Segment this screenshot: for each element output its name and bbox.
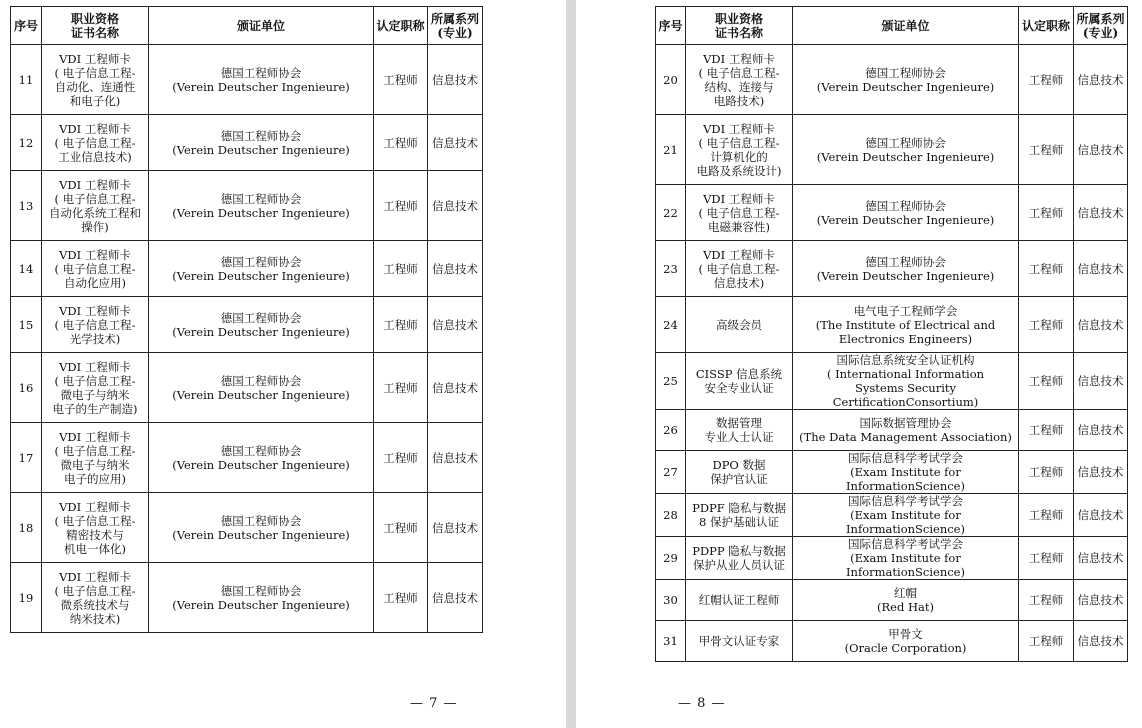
table-row — [11, 45, 483, 115]
table-row — [11, 297, 483, 353]
issuer-cell: 甲骨文 (Oracle Corporation) — [793, 621, 1019, 662]
issuer-cell: 德国工程师协会 (Verein Deutscher Ingenieure) — [149, 45, 374, 115]
row-number: 12 — [11, 115, 42, 171]
cert-name-cell: VDI 工程师卡 ( 电子信息工程- 自动化应用) — [42, 241, 149, 297]
table-row — [656, 621, 1128, 662]
row-number: 16 — [11, 353, 42, 423]
cert-name-cell: 甲骨文认证专家 — [686, 621, 793, 662]
row-number: 21 — [656, 115, 686, 185]
table-row — [656, 45, 1128, 115]
dept-cell: 信息技术 — [1074, 494, 1128, 537]
row-number: 28 — [656, 494, 686, 537]
table-row — [11, 171, 483, 241]
table-row — [11, 353, 483, 423]
title-cell: 工程师 — [1019, 45, 1074, 115]
header-seq: 序号 — [656, 7, 686, 45]
row-number: 13 — [11, 171, 42, 241]
dept-cell: 信息技术 — [1074, 45, 1128, 115]
table-row — [656, 451, 1128, 494]
dept-cell: 信息技术 — [1074, 537, 1128, 580]
title-cell: 工程师 — [1019, 410, 1074, 451]
dept-cell: 信息技术 — [1074, 353, 1128, 410]
header-title: 认定职称 — [374, 7, 428, 45]
issuer-cell: 德国工程师协会 (Verein Deutscher Ingenieure) — [149, 353, 374, 423]
table-row — [11, 115, 483, 171]
issuer-cell: 国际信息系统安全认证机构 ( International Information Systems Security CertificationConsortium) — [793, 353, 1019, 410]
title-cell: 工程师 — [1019, 537, 1074, 580]
dept-cell: 信息技术 — [428, 493, 483, 563]
dept-cell: 信息技术 — [1074, 621, 1128, 662]
row-number: 15 — [11, 297, 42, 353]
cert-name-cell: CISSP 信息系统 安全专业认证 — [686, 353, 793, 410]
page-gutter — [566, 0, 576, 728]
dept-cell: 信息技术 — [1074, 410, 1128, 451]
table-header-row — [656, 7, 1128, 45]
certificate-table-left — [10, 6, 483, 633]
page-number: — 8 — — [678, 696, 726, 711]
title-cell: 工程师 — [1019, 494, 1074, 537]
dept-cell: 信息技术 — [428, 241, 483, 297]
row-number: 20 — [656, 45, 686, 115]
table-row — [656, 580, 1128, 621]
dept-cell: 信息技术 — [428, 297, 483, 353]
cert-name-cell: VDI 工程师卡 ( 电子信息工程- 信息技术) — [686, 241, 793, 297]
title-cell: 工程师 — [374, 115, 428, 171]
cert-name-cell: VDI 工程师卡 ( 电子信息工程- 自动化、连通性 和电子化) — [42, 45, 149, 115]
row-number: 29 — [656, 537, 686, 580]
dept-cell: 信息技术 — [428, 171, 483, 241]
left-page — [0, 0, 566, 728]
issuer-cell: 德国工程师协会 (Verein Deutscher Ingenieure) — [149, 297, 374, 353]
header-cert-name: 职业资格 证书名称 — [686, 7, 793, 45]
title-cell: 工程师 — [1019, 353, 1074, 410]
table-row — [656, 185, 1128, 241]
row-number: 18 — [11, 493, 42, 563]
cert-name-cell: VDI 工程师卡 ( 电子信息工程- 电磁兼容性) — [686, 185, 793, 241]
title-cell: 工程师 — [1019, 580, 1074, 621]
issuer-cell: 红帽 (Red Hat) — [793, 580, 1019, 621]
issuer-cell: 德国工程师协会 (Verein Deutscher Ingenieure) — [149, 563, 374, 633]
table-row — [656, 241, 1128, 297]
row-number: 31 — [656, 621, 686, 662]
header-issuer: 颁证单位 — [149, 7, 374, 45]
table-row — [656, 353, 1128, 410]
title-cell: 工程师 — [1019, 621, 1074, 662]
title-cell: 工程师 — [374, 563, 428, 633]
row-number: 19 — [11, 563, 42, 633]
certificate-table-right — [655, 6, 1128, 662]
dept-cell: 信息技术 — [428, 563, 483, 633]
cert-name-cell: VDI 工程师卡 ( 电子信息工程- 结构、连接与 电路技术) — [686, 45, 793, 115]
dept-cell: 信息技术 — [428, 45, 483, 115]
table-row — [11, 563, 483, 633]
cert-name-cell: 数据管理 专业人士认证 — [686, 410, 793, 451]
issuer-cell: 德国工程师协会 (Verein Deutscher Ingenieure) — [149, 493, 374, 563]
cert-name-cell: VDI 工程师卡 ( 电子信息工程- 精密技术与 机电一体化) — [42, 493, 149, 563]
row-number: 30 — [656, 580, 686, 621]
table-row — [11, 423, 483, 493]
cert-name-cell: VDI 工程师卡 ( 电子信息工程- 微系统技术与 纳米技术) — [42, 563, 149, 633]
issuer-cell: 德国工程师协会 (Verein Deutscher Ingenieure) — [149, 423, 374, 493]
issuer-cell: 电气电子工程师学会 (The Institute of Electrical and Electronics Engineers) — [793, 297, 1019, 353]
row-number: 25 — [656, 353, 686, 410]
title-cell: 工程师 — [374, 45, 428, 115]
cert-name-cell: VDI 工程师卡 ( 电子信息工程- 微电子与纳米 电子的应用) — [42, 423, 149, 493]
dept-cell: 信息技术 — [1074, 115, 1128, 185]
table-row — [11, 241, 483, 297]
row-number: 26 — [656, 410, 686, 451]
header-title: 认定职称 — [1019, 7, 1074, 45]
row-number: 23 — [656, 241, 686, 297]
table-row — [656, 537, 1128, 580]
dept-cell: 信息技术 — [1074, 297, 1128, 353]
issuer-cell: 德国工程师协会 (Verein Deutscher Ingenieure) — [149, 171, 374, 241]
title-cell: 工程师 — [1019, 297, 1074, 353]
title-cell: 工程师 — [374, 241, 428, 297]
header-issuer: 颁证单位 — [793, 7, 1019, 45]
table-row — [656, 494, 1128, 537]
title-cell: 工程师 — [374, 297, 428, 353]
cert-name-cell: 高级会员 — [686, 297, 793, 353]
header-dept: 所属系列 (专业) — [1074, 7, 1128, 45]
table-row — [656, 115, 1128, 185]
table-row — [656, 410, 1128, 451]
cert-name-cell: 红帽认证工程师 — [686, 580, 793, 621]
dept-cell: 信息技术 — [1074, 580, 1128, 621]
issuer-cell: 德国工程师协会 (Verein Deutscher Ingenieure) — [793, 241, 1019, 297]
cert-name-cell: PDPP 隐私与数据 保护从业人员认证 — [686, 537, 793, 580]
dept-cell: 信息技术 — [1074, 185, 1128, 241]
cert-name-cell: VDI 工程师卡 ( 电子信息工程- 计算机化的 电路及系统设计) — [686, 115, 793, 185]
title-cell: 工程师 — [374, 493, 428, 563]
cert-name-cell: PDPF 隐私与数据 8 保护基础认证 — [686, 494, 793, 537]
issuer-cell: 德国工程师协会 (Verein Deutscher Ingenieure) — [149, 241, 374, 297]
cert-name-cell: VDI 工程师卡 ( 电子信息工程- 自动化系统工程和 操作) — [42, 171, 149, 241]
dept-cell: 信息技术 — [1074, 451, 1128, 494]
issuer-cell: 德国工程师协会 (Verein Deutscher Ingenieure) — [793, 185, 1019, 241]
header-cert-name: 职业资格 证书名称 — [42, 7, 149, 45]
cert-name-cell: VDI 工程师卡 ( 电子信息工程- 工业信息技术) — [42, 115, 149, 171]
issuer-cell: 德国工程师协会 (Verein Deutscher Ingenieure) — [793, 115, 1019, 185]
issuer-cell: 国际信息科学考试学会 (Exam Institute for InformationScience) — [793, 537, 1019, 580]
dept-cell: 信息技术 — [428, 115, 483, 171]
table-header-row — [11, 7, 483, 45]
table-row — [656, 297, 1128, 353]
header-seq: 序号 — [11, 7, 42, 45]
row-number: 27 — [656, 451, 686, 494]
title-cell: 工程师 — [374, 171, 428, 241]
issuer-cell: 国际信息科学考试学会 (Exam Institute for InformationScience) — [793, 494, 1019, 537]
header-dept: 所属系列 (专业) — [428, 7, 483, 45]
page-number: — 7 — — [410, 696, 458, 711]
title-cell: 工程师 — [1019, 115, 1074, 185]
title-cell: 工程师 — [1019, 241, 1074, 297]
row-number: 14 — [11, 241, 42, 297]
issuer-cell: 国际数据管理协会 (The Data Management Association) — [793, 410, 1019, 451]
row-number: 11 — [11, 45, 42, 115]
row-number: 24 — [656, 297, 686, 353]
cert-name-cell: VDI 工程师卡 ( 电子信息工程- 微电子与纳米 电子的生产制造) — [42, 353, 149, 423]
dept-cell: 信息技术 — [1074, 241, 1128, 297]
issuer-cell: 国际信息科学考试学会 (Exam Institute for InformationScience) — [793, 451, 1019, 494]
title-cell: 工程师 — [374, 353, 428, 423]
title-cell: 工程师 — [1019, 185, 1074, 241]
row-number: 17 — [11, 423, 42, 493]
issuer-cell: 德国工程师协会 (Verein Deutscher Ingenieure) — [793, 45, 1019, 115]
dept-cell: 信息技术 — [428, 423, 483, 493]
title-cell: 工程师 — [374, 423, 428, 493]
dept-cell: 信息技术 — [428, 353, 483, 423]
cert-name-cell: VDI 工程师卡 ( 电子信息工程- 光学技术) — [42, 297, 149, 353]
table-row — [11, 493, 483, 563]
row-number: 22 — [656, 185, 686, 241]
title-cell: 工程师 — [1019, 451, 1074, 494]
right-page — [576, 0, 1142, 728]
issuer-cell: 德国工程师协会 (Verein Deutscher Ingenieure) — [149, 115, 374, 171]
cert-name-cell: DPO 数据 保护官认证 — [686, 451, 793, 494]
